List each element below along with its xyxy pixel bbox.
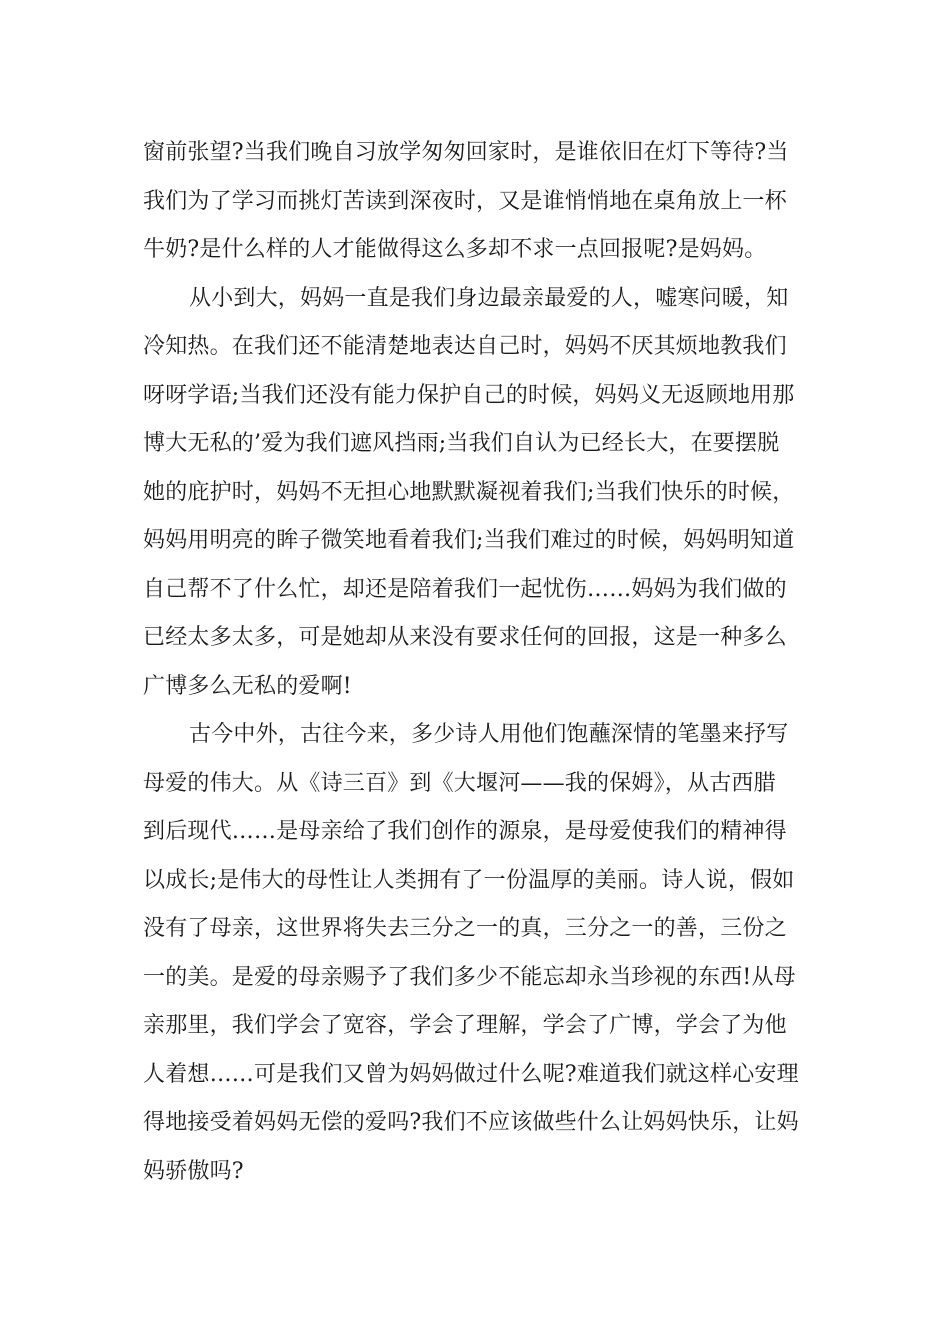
paragraph-first-line: 从小到大，妈妈一直是我们身边最亲最爱的人，嘘寒问暖，知 (189, 286, 789, 311)
paragraph-first-line: 古今中外，古往今来，多少诗人用他们饱蘸深情的笔墨来抒写 (189, 722, 789, 747)
text-line: 母爱的伟大。从《诗三百》到《大堰河——我的保姆》，从古西腊 (143, 771, 776, 796)
text-line: 得地接受着妈妈无偿的爱吗?我们不应该做些什么让妈妈快乐，让妈 (143, 1110, 799, 1135)
text-line: 没有了母亲，这世界将失去三分之一的真，三分之一的善，三份之 (143, 916, 787, 941)
text-line: 妈妈用明亮的眸子微笑地看着我们;当我们难过的时候，妈妈明知道 (143, 528, 795, 553)
text-line: 呀呀学语;当我们还没有能力保护自己的时候，妈妈义无返顾地用那 (143, 383, 795, 408)
text-line: 窗前张望?当我们晚自习放学匆匆回家时，是谁依旧在灯下等待?当 (143, 140, 789, 165)
text-line: 牛奶?是什么样的人才能做得这么多却不求一点回报呢?是妈妈。 (143, 237, 767, 262)
text-line: 人着想……可是我们又曾为妈妈做过什么呢?难道我们就这样心安理 (143, 1062, 799, 1087)
text-line: 广博多么无私的爱啊! (143, 674, 352, 699)
text-line: 自己帮不了什么忙，却还是陪着我们一起忧伤……妈妈为我们做的 (143, 577, 787, 602)
text-line: 已经太多太多，可是她却从来没有要求任何的回报，这是一种多么 (143, 625, 787, 650)
text-line: 妈骄傲吗? (143, 1159, 244, 1184)
text-line: 她的庇护时，妈妈不无担心地默默凝视着我们;当我们快乐的时候， (143, 480, 795, 505)
text-line: 冷知热。在我们还不能清楚地表达自己时，妈妈不厌其烦地教我们 (143, 334, 787, 359)
text-line: 以成长;是伟大的母性让人类拥有了一份温厚的美丽。诗人说，假如 (143, 868, 795, 893)
text-line: 亲那里，我们学会了宽容，学会了理解，学会了广博，学会了为他 (143, 1013, 787, 1038)
text-line: 一的美。是爱的母亲赐予了我们多少不能忘却永当珍视的东西!从母 (143, 965, 796, 990)
text-line: 我们为了学习而挑灯苦读到深夜时，又是谁悄悄地在桌角放上一杯 (143, 189, 787, 214)
text-line: 博大无私的’爱为我们遮风挡雨;当我们自认为已经长大，在要摆脱 (143, 431, 780, 456)
text-line: 到后现代……是母亲给了我们创作的源泉，是母爱使我们的精神得 (143, 819, 787, 844)
